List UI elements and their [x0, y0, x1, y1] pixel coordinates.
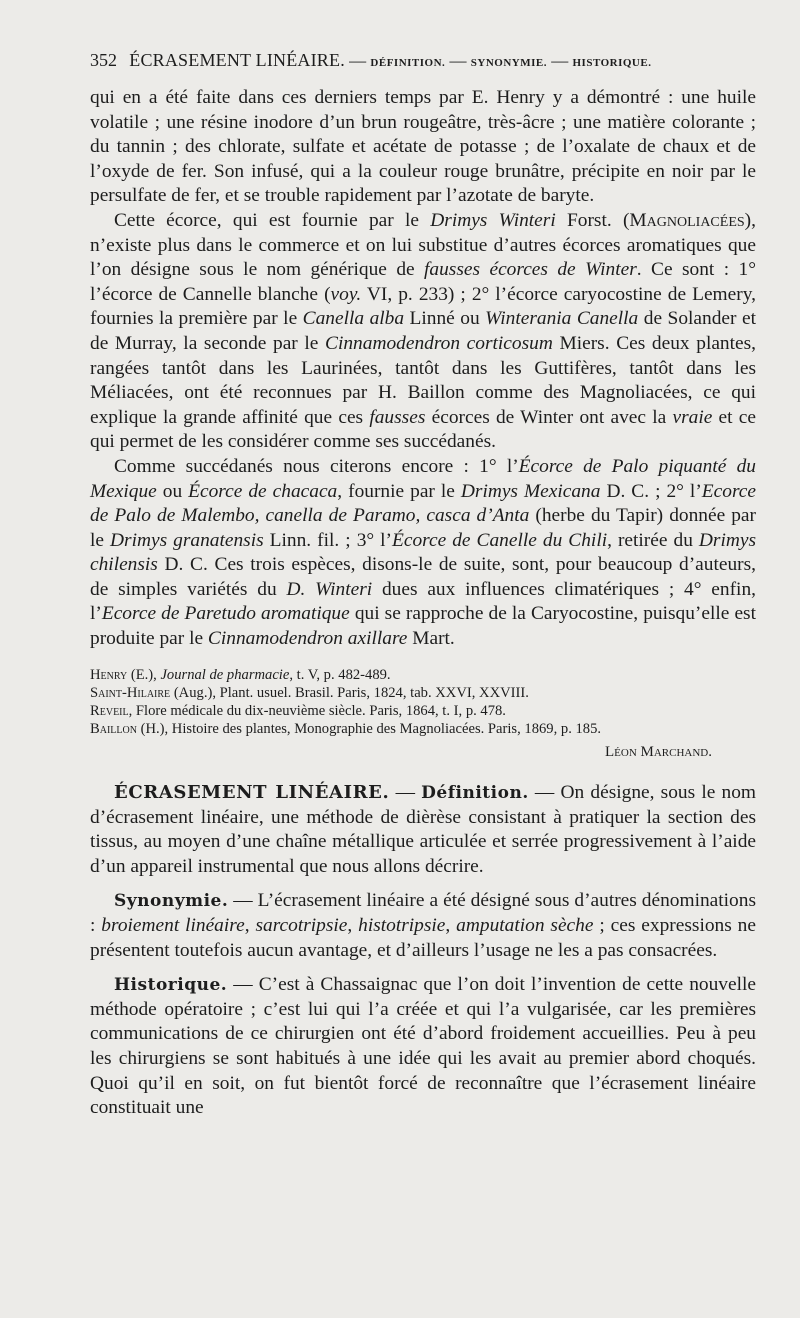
reference-item: Saint-Hilaire (Aug.), Plant. usuel. Brasil. Paris, 1824, tab. XXVI, XXVIII. — [90, 684, 529, 701]
subheading-historique: Historique. — [114, 975, 228, 996]
header-dash: — — [349, 51, 371, 70]
running-header — [90, 50, 730, 71]
article-heading: ÉCRASEMENT LINÉAIRE. — [114, 782, 390, 804]
paragraph-bark-source: Cette écorce, qui est fournie par le Drimys Winteri Forst. (Magnoliacées), n’existe plus dans le commerce et on lui substitue d’autres écorces aromatiques que l’on désigne sous le nom générique de fausses écorces de Winter. Ce sont : 1° l’écorce de Cannelle blanche (voy. VI, p. 233) ; 2° l’écorce caryocostine de Lemery, fournies la première par le Canella alba Linné ou Winterania Canella de Solander et de Murray, la seconde par le Cinnamodendron corticosum Miers. Ces deux plantes, rangées tantôt dans les Laurinées, tantôt dans les Guttifères, tantôt dans les Méliacées, ont été reconnues par H. Baillon comme des Magnoliacées, ce qui explique la grande affinité que ces fausses écorces de Winter ont avec la vraie et ce qui permet de les considérer comme ses succédanés. — [90, 209, 757, 453]
paragraph-definition: ÉCRASEMENT LINÉAIRE. — Définition. — On désigne, sous le nom d’écrasement linéaire, une méthode de dièrèse consistant à pratiquer la section des tissus, au moyen d’une chaîne métallique articulée et serrée progressivement à l’aide d’un appareil instrumental que nous allons décrire. — [90, 782, 756, 877]
subheading-definition: Définition. — [421, 783, 529, 804]
bibliography — [90, 666, 756, 739]
reference-item: Baillon (H.), Histoire des plantes, Monographie des Magnoliacées. Paris, 1869, p. 185. — [90, 721, 602, 738]
page-number: 352 — [90, 50, 117, 70]
header-dash: — — [445, 51, 471, 70]
reference-item: Reveil, Flore médicale du dix-neuvième siècle. Paris, 1864, t. I, p. 478. — [90, 703, 506, 720]
page-body — [90, 86, 756, 1121]
reference-item: Henry (E.), Journal de pharmacie, t. V, p. 482-489. — [90, 666, 391, 683]
paragraph-historique: Historique. — C’est à Chassaignac que l’on doit l’invention de cette nouvelle méthode opératoire ; c’est lui qui l’a créée et qui l’a vulgarisée, car les premières communications de ce chirurgien ont été d’abord froidement accueillies. Peu à peu les chirurgiens se sont habitués à une idée qui les avait au premier abord choqués. Quoi qu’il en soit, on fut bientôt forcé de reconnaître que l’écrasement linéaire constituait une — [90, 974, 756, 1119]
paragraph-analysis: qui en a été faite dans ces derniers temps par E. Henry y a démontré : une huile volatile ; une résine inodore d’un brun rougeâtre, très-âcre ; une matière colorante ; du tannin ; des chlorate, sulfate et acétate de potasse ; de l’oxalate de chaux et de l’oxyde de fer. Son infusé, qui a la couleur rouge brunâtre, précipite en noir par le persulfate de fer, et se trouble rapidement par l’azotate de baryte. — [90, 87, 756, 207]
header-dash: — — [547, 51, 573, 70]
header-synonymie: SYNONYMIE. — [470, 57, 547, 69]
paragraph-substitutes: Comme succédanés nous citerons encore : 1° l’Écorce de Palo piquanté du Mexique ou Écorce de chacaca, fournie par le Drimys Mexicana D. C. ; 2° l’Ecorce de Palo de Malembo, canella de Paramo, casca d’Anta (herbe du Tapir) donnée par le Drimys granatensis Linn. fil. ; 3° l’Écorce de Canelle du Chili, retirée du Drimys chilensis D. C. Ces trois espèces, disons-le de suite, sont, pour beaucoup d’auteurs, de simples variétés du D. Winteri dues aux influences climatériques ; 4° enfin, l’Ecorce de Paretudo aromatique qui se rapproche de la Caryocostine, puisqu’elle est produite par le Cinnamodendron axillare Mart. — [90, 455, 757, 650]
header-historique: HISTORIQUE. — [572, 57, 652, 69]
author-signature: Léon Marchand. — [605, 744, 712, 761]
header-definition: DÉFINITION. — [370, 57, 446, 69]
paragraph-synonymie: Synonymie. — L’écrasement linéaire a été désigné sous d’autres dénominations : broiement linéaire, sarcotripsie, histotripsie, amputation sèche ; ces expressions ne présentent toutefois aucun avantage, et d’ailleurs l’usage ne les a pas consacrées. — [90, 890, 756, 961]
article-ecrasement — [90, 781, 756, 1121]
subheading-synonymie: Synonymie. — [114, 891, 229, 912]
header-title: ÉCRASEMENT LINÉAIRE. — [129, 50, 345, 70]
